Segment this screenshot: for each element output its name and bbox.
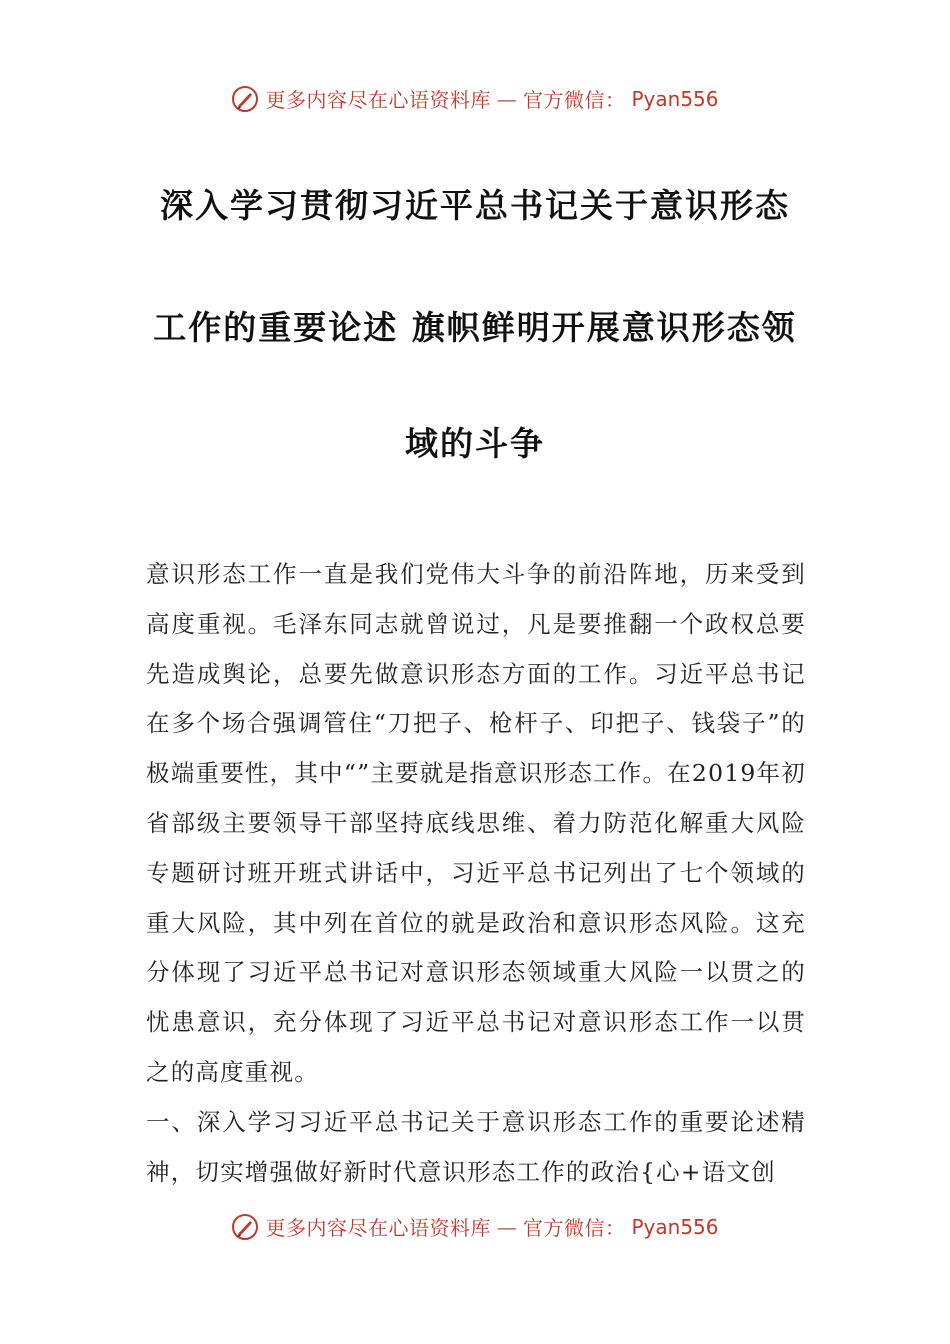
document-body (146, 550, 806, 1197)
watermark-text: 更多内容尽在心语资料库 (265, 1216, 491, 1240)
pen-logo-icon (231, 85, 259, 113)
header-watermark (0, 84, 950, 113)
body-paragraph-1: 意识形态工作一直是我们党伟大斗争的前沿阵地，历来受到高度重视。毛泽东同志就曾说过，凡是要推翻一个政权总要先造成舆论，总要先做意识形态方面的工作。习近平总书记在多个场合强调管住“刀把子、枪杆子、印把子、钱袋子”的极端重要性，其中“”主要就是指意识形态工作。在2019年初省部级主要领导干部坚持底线思维、着力防范化解重大风险专题研讨班开班式讲话中，习近平总书记列出了七个领域的重大风险，其中列在首位的就是政治和意识形态风险。这充分体现了习近平总书记对意识形态领域重大风险一以贯之的忧患意识，充分体现了习近平总书记对意识形态工作一以贯之的高度重视。 (146, 560, 806, 1086)
pen-logo-icon (231, 1213, 259, 1241)
footer-watermark (0, 1212, 950, 1241)
watermark-wechat-id: Pyan556 (631, 86, 719, 111)
document-title-line-1: 深入学习贯彻习近平总书记关于意识形态 (160, 186, 790, 225)
body-paragraph-2: 一、深入学习习近平总书记关于意识形态工作的重要论述精神，切实增强做好新时代意识形态工作的政治{心+语文创 (146, 1107, 806, 1186)
document-title-line-2: 工作的重要论述 旗帜鲜明开展意识形态领 (153, 308, 797, 347)
watermark-dash: — (496, 86, 517, 111)
watermark-wechat-label: 官方微信： (522, 1216, 626, 1240)
watermark-wechat-id: Pyan556 (631, 1214, 719, 1239)
watermark-text: 更多内容尽在心语资料库 (265, 88, 491, 112)
watermark-dash: — (496, 1214, 517, 1239)
document-title-line-3: 域的斗争 (405, 424, 545, 463)
watermark-wechat-label: 官方微信： (522, 88, 626, 112)
